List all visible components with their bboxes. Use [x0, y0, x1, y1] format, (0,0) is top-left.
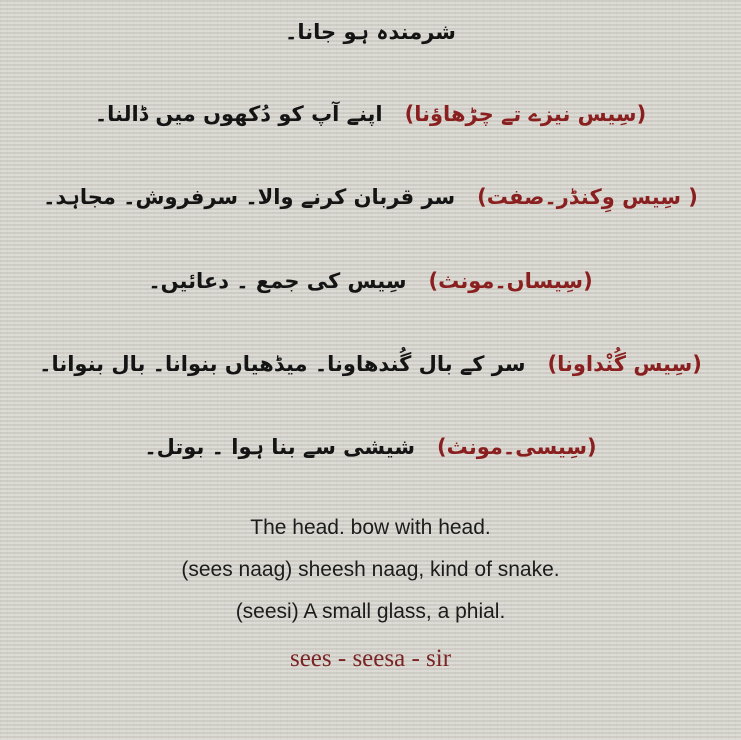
- urdu-meaning: شیشی سے بنا ہوا ۔ بوتل۔: [144, 435, 416, 459]
- urdu-meaning: سر قربان کرنے والا۔ سرفروش۔ مجاہد۔: [43, 185, 456, 209]
- urdu-meaning: سر کے بال گُندھاونا۔ میڈھیاں بنوانا۔ بال بنوانا۔: [39, 352, 526, 376]
- urdu-term: (سِیسی۔مونث): [437, 435, 597, 459]
- urdu-line-6: [0, 427, 741, 467]
- urdu-term: ( سِیس وِکنڈر۔صفت): [477, 185, 698, 209]
- urdu-meaning: اپنے آپ کو دُکھوں میں ڈالنا۔: [94, 102, 383, 126]
- english-line-3: (seesi) A small glass, a phial.: [235, 600, 506, 623]
- urdu-line-4: [0, 261, 741, 301]
- urdu-term: (سِیس گُنْداونا): [547, 352, 702, 376]
- urdu-line-3: [0, 177, 741, 217]
- urdu-line-1: [0, 12, 741, 52]
- urdu-line-5: [0, 344, 741, 384]
- urdu-line-2: [0, 94, 741, 134]
- entry-title: sees - seesa - sir: [289, 645, 452, 672]
- english-line-1: The head. bow with head.: [250, 516, 491, 539]
- urdu-term: (سِیس نیزے تے چڑھاؤنا): [404, 102, 647, 126]
- english-line-2: (sees naag) sheesh naag, kind of snake.: [181, 558, 560, 581]
- urdu-meaning: سِیس کی جمع ۔ دعائیں۔: [148, 269, 407, 293]
- urdu-term: (سِیساں۔مونث): [428, 269, 593, 293]
- urdu-meaning: شرمندہ ہو جانا۔: [285, 20, 456, 44]
